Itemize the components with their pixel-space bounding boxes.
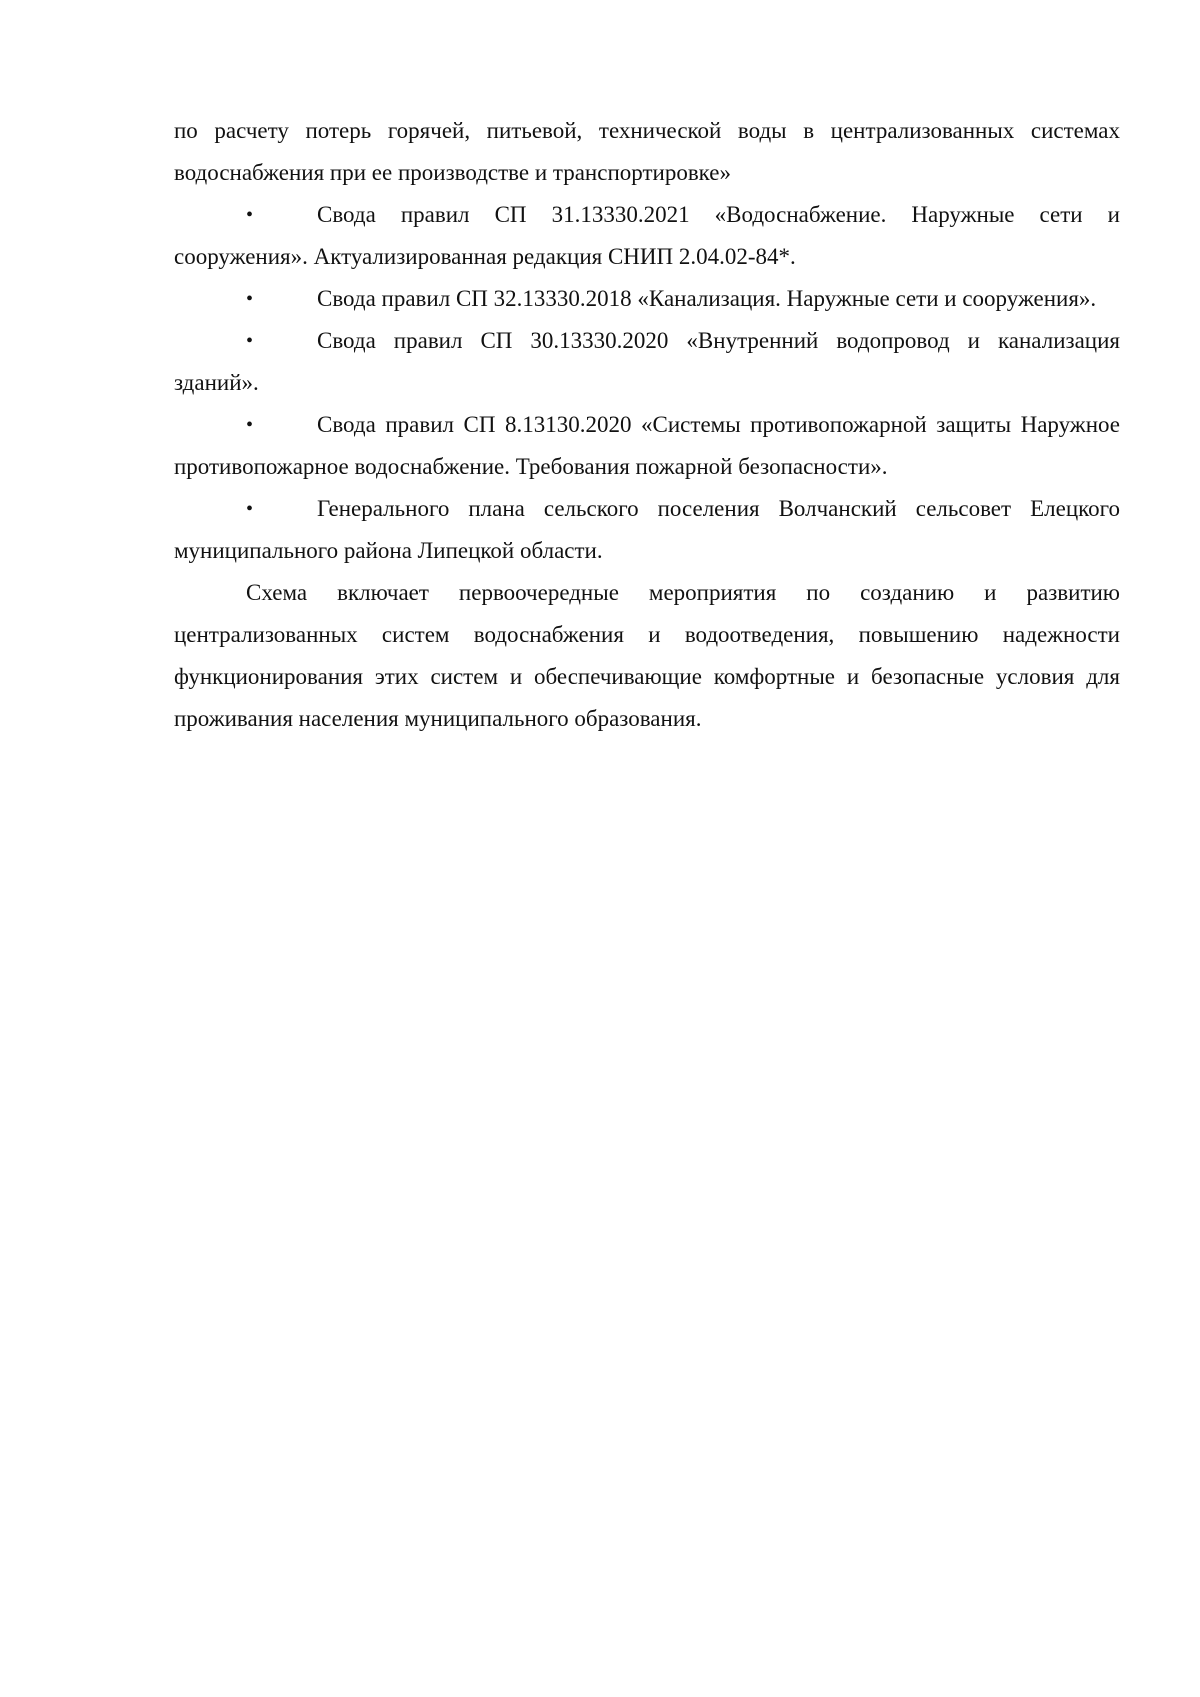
bullet-icon: •	[246, 288, 254, 310]
list-item	[174, 194, 1120, 278]
bullet-icon: •	[246, 498, 254, 520]
list-item	[174, 320, 1120, 404]
bullet-icon: •	[246, 414, 254, 436]
list-item	[174, 488, 1120, 572]
list-item-text: Свода правил СП 8.13130.2020 «Системы противопожарной защиты Наружное противопожарное водоснабжение. Требования пожарной безопасности».	[174, 412, 1120, 479]
closing-paragraph: Схема включает первоочередные мероприятия по созданию и развитию централизованных систем водоснабжения и водоотведения, повышению надежности функционирования этих систем и обеспечивающие комфортные и безопасные условия для проживания населения муниципального образования.	[174, 580, 1120, 731]
standards-list	[174, 194, 1120, 572]
list-item	[174, 278, 1120, 320]
bullet-icon: •	[246, 330, 254, 352]
list-item-text: Свода правил СП 32.13330.2018 «Канализация. Наружные сети и сооружения».	[317, 286, 1097, 311]
list-item	[174, 404, 1120, 488]
list-item-text: Свода правил СП 30.13330.2020 «Внутренний водопровод и канализация зданий».	[174, 328, 1120, 395]
list-item-text: Генерального плана сельского поселения Волчанский сельсовет Елецкого муниципального района Липецкой области.	[174, 496, 1120, 563]
intro-continuation-paragraph: по расчету потерь горячей, питьевой, технической воды в централизованных системах водоснабжения при ее производстве и транспортировке»	[174, 118, 1120, 185]
document-page	[174, 110, 1120, 740]
list-item-text: Свода правил СП 31.13330.2021 «Водоснабжение. Наружные сети и сооружения». Актуализированная редакция СНИП 2.04.02-84*.	[174, 202, 1120, 269]
bullet-icon: •	[246, 204, 254, 226]
